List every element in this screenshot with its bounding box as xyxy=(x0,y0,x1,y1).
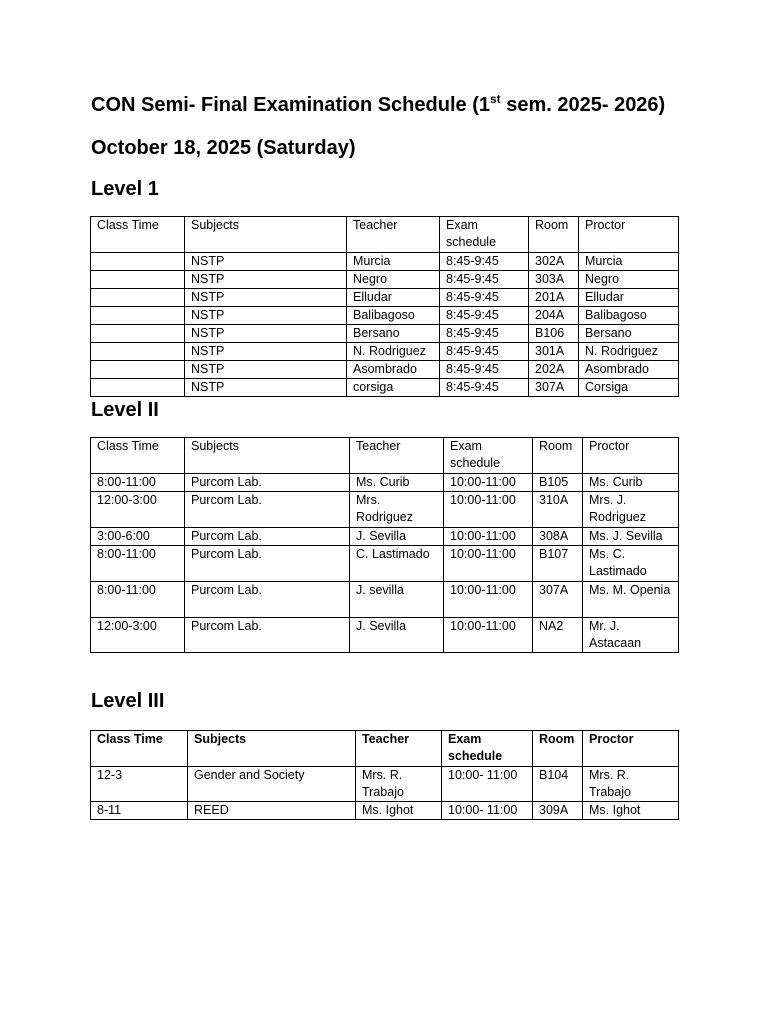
table-cell: Asombrado xyxy=(347,361,440,379)
exam-date: October 18, 2025 (Saturday) xyxy=(91,137,356,159)
table-cell: 302A xyxy=(529,253,579,271)
table-cell: 12:00-3:00 xyxy=(91,492,185,528)
table-cell: 10:00-11:00 xyxy=(444,618,533,653)
table-cell: 204A xyxy=(529,307,579,325)
table-row xyxy=(91,325,679,343)
table-row xyxy=(91,802,679,820)
table-cell: 8:45-9:45 xyxy=(440,307,529,325)
table-cell: 8:45-9:45 xyxy=(440,289,529,307)
column-header: Room xyxy=(533,438,583,474)
table-cell: 8:00-11:00 xyxy=(91,474,185,492)
table-cell: 8:45-9:45 xyxy=(440,325,529,343)
table-cell: B106 xyxy=(529,325,579,343)
table-cell: 3:00-6:00 xyxy=(91,528,185,546)
table-cell: 8:45-9:45 xyxy=(440,271,529,289)
table-cell: 303A xyxy=(529,271,579,289)
table-cell: Negro xyxy=(579,271,679,289)
document-title xyxy=(91,94,665,117)
table-cell: 10:00-11:00 xyxy=(444,528,533,546)
column-header: Class Time xyxy=(91,731,188,767)
level-3-heading: Level III xyxy=(91,690,165,712)
table-cell: 8:45-9:45 xyxy=(440,379,529,397)
table-row xyxy=(91,289,679,307)
table-cell: 10:00-11:00 xyxy=(444,492,533,528)
table-row xyxy=(91,767,679,802)
table-cell: B107 xyxy=(533,546,583,582)
table-cell: NSTP xyxy=(185,361,347,379)
table-cell: 10:00-11:00 xyxy=(444,474,533,492)
column-header: Exam schedule xyxy=(442,731,533,767)
table-cell: REED xyxy=(188,802,356,820)
table-cell: Ms. Ighot xyxy=(583,802,679,820)
level-1-table xyxy=(90,216,679,397)
table-cell: Negro xyxy=(347,271,440,289)
table-cell: C. Lastimado xyxy=(350,546,444,582)
table-cell: 10:00-11:00 xyxy=(444,582,533,618)
level-2-table xyxy=(90,437,679,653)
column-header: Exam schedule xyxy=(440,217,529,253)
table-cell: Purcom Lab. xyxy=(185,474,350,492)
table-cell: Elludar xyxy=(579,289,679,307)
table-cell: 201A xyxy=(529,289,579,307)
column-header: Subjects xyxy=(188,731,356,767)
table-row xyxy=(91,528,679,546)
table-cell: Ms. Curib xyxy=(350,474,444,492)
table-cell: Mr. J. Astacaan xyxy=(583,618,679,653)
table-cell xyxy=(91,253,185,271)
table-cell: Purcom Lab. xyxy=(185,492,350,528)
table-row xyxy=(91,361,679,379)
table-cell: NSTP xyxy=(185,325,347,343)
table-cell: Purcom Lab. xyxy=(185,618,350,653)
column-header: Room xyxy=(533,731,583,767)
table-row xyxy=(91,343,679,361)
title-prefix: CON Semi- Final Examination Schedule (1 xyxy=(91,94,490,116)
table-cell: corsiga xyxy=(347,379,440,397)
table-cell xyxy=(91,379,185,397)
table-cell: NSTP xyxy=(185,289,347,307)
table-cell: J. Sevilla xyxy=(350,528,444,546)
column-header: Exam schedule xyxy=(444,438,533,474)
table-cell: Mrs. J. Rodriguez xyxy=(583,492,679,528)
header-row xyxy=(91,731,679,767)
table-cell xyxy=(91,307,185,325)
table-cell: 308A xyxy=(533,528,583,546)
table-cell: 10:00- 11:00 xyxy=(442,767,533,802)
table-cell: 12-3 xyxy=(91,767,188,802)
table-row xyxy=(91,307,679,325)
title-superscript: st xyxy=(489,92,501,106)
table-row xyxy=(91,492,679,528)
table-cell xyxy=(91,271,185,289)
table-cell: 10:00- 11:00 xyxy=(442,802,533,820)
table-cell: Purcom Lab. xyxy=(185,528,350,546)
table-cell: B105 xyxy=(533,474,583,492)
level-2-heading: Level II xyxy=(91,399,159,421)
header-row xyxy=(91,438,679,474)
table-cell: J. Sevilla xyxy=(350,618,444,653)
table-cell xyxy=(91,325,185,343)
table-cell: Asombrado xyxy=(579,361,679,379)
table-cell: 8:45-9:45 xyxy=(440,253,529,271)
column-header: Teacher xyxy=(350,438,444,474)
table-row xyxy=(91,253,679,271)
table-cell: Balibagoso xyxy=(347,307,440,325)
table-cell: 8:00-11:00 xyxy=(91,546,185,582)
table-cell: NSTP xyxy=(185,379,347,397)
table-cell: Murcia xyxy=(579,253,679,271)
column-header: Proctor xyxy=(583,731,679,767)
table-cell: Mrs. R. Trabajo xyxy=(583,767,679,802)
table-cell: NSTP xyxy=(185,271,347,289)
column-header: Teacher xyxy=(347,217,440,253)
table-cell: N. Rodriguez xyxy=(579,343,679,361)
table-cell: 8:45-9:45 xyxy=(440,343,529,361)
table-cell: Purcom Lab. xyxy=(185,546,350,582)
column-header: Subjects xyxy=(185,438,350,474)
table-cell: Ms. J. Sevilla xyxy=(583,528,679,546)
table-cell: 301A xyxy=(529,343,579,361)
level-1-heading: Level 1 xyxy=(91,178,159,200)
table-cell: Ms. Curib xyxy=(583,474,679,492)
table-cell: Mrs. R. Trabajo xyxy=(356,767,442,802)
table-cell: Ms. M. Openia xyxy=(583,582,679,618)
table-cell: J. sevilla xyxy=(350,582,444,618)
column-header: Subjects xyxy=(185,217,347,253)
table-cell: Elludar xyxy=(347,289,440,307)
table-cell: Ms. Ighot xyxy=(356,802,442,820)
table-cell: NSTP xyxy=(185,343,347,361)
table-cell: Balibagoso xyxy=(579,307,679,325)
table-cell: 202A xyxy=(529,361,579,379)
column-header: Teacher xyxy=(356,731,442,767)
table-row xyxy=(91,618,679,653)
table-row xyxy=(91,474,679,492)
table-cell: 309A xyxy=(533,802,583,820)
table-cell: NSTP xyxy=(185,253,347,271)
table-cell: 307A xyxy=(533,582,583,618)
table-row xyxy=(91,271,679,289)
column-header: Proctor xyxy=(583,438,679,474)
title-suffix: sem. 2025- 2026) xyxy=(500,94,666,116)
table-cell: 8:45-9:45 xyxy=(440,361,529,379)
table-cell: 310A xyxy=(533,492,583,528)
table-cell: B104 xyxy=(533,767,583,802)
table-cell: Purcom Lab. xyxy=(185,582,350,618)
table-cell xyxy=(91,343,185,361)
table-cell: 8-11 xyxy=(91,802,188,820)
table-row xyxy=(91,546,679,582)
table-cell xyxy=(91,289,185,307)
table-cell: N. Rodriguez xyxy=(347,343,440,361)
table-cell: NSTP xyxy=(185,307,347,325)
table-cell: 307A xyxy=(529,379,579,397)
table-cell: Bersano xyxy=(579,325,679,343)
table-cell xyxy=(91,361,185,379)
table-cell: Mrs. Rodriguez xyxy=(350,492,444,528)
table-cell: Corsiga xyxy=(579,379,679,397)
column-header: Class Time xyxy=(91,438,185,474)
table-cell: Bersano xyxy=(347,325,440,343)
table-cell: NA2 xyxy=(533,618,583,653)
header-row xyxy=(91,217,679,253)
table-cell: 10:00-11:00 xyxy=(444,546,533,582)
table-cell: 8:00-11:00 xyxy=(91,582,185,618)
table-cell: 12:00-3:00 xyxy=(91,618,185,653)
column-header: Proctor xyxy=(579,217,679,253)
table-cell: Ms. C. Lastimado xyxy=(583,546,679,582)
column-header: Class Time xyxy=(91,217,185,253)
table-cell: Gender and Society xyxy=(188,767,356,802)
table-row xyxy=(91,582,679,618)
column-header: Room xyxy=(529,217,579,253)
table-cell: Murcia xyxy=(347,253,440,271)
table-row xyxy=(91,379,679,397)
level-3-table xyxy=(90,730,679,820)
